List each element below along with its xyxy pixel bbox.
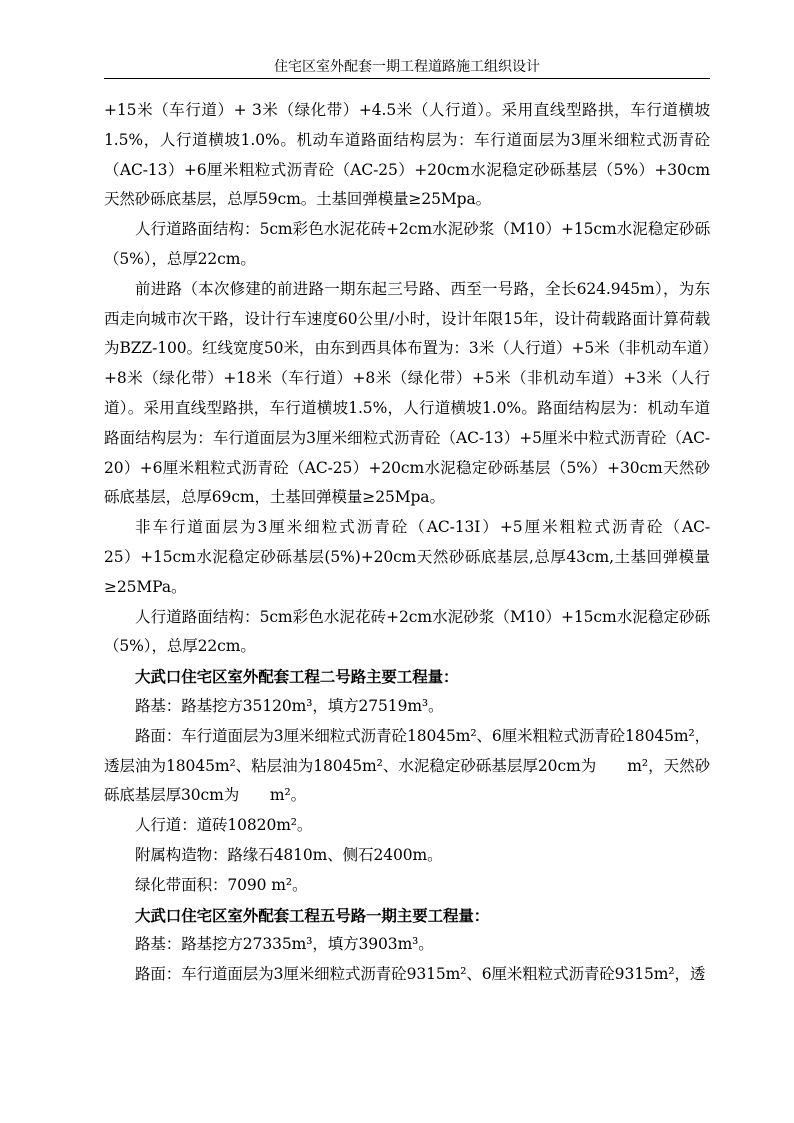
section-heading-road-5: 大武口住宅区室外配套工程五号路一期主要工程量： <box>135 905 490 925</box>
paragraph-sidewalk-structure: 人行道路面结构：5cm彩色水泥花砖+2cm水泥砂浆（M10）+15cm水泥稳定砂砾（5%），总厚22cm。 <box>104 220 710 268</box>
paragraph-non-motor-lane: 非车行道面层为3厘米细粒式沥青砼（AC-13I）+5厘米粗粒式沥青砼（AC-25）+15cm水泥稳定砂砾基层(5%)+20cm天然砂砾底基层,总厚43cm,土基回弹模量≥25MPa。 <box>104 518 710 596</box>
document-body <box>104 96 710 990</box>
section-heading-road-2: 大武口住宅区室外配套工程二号路主要工程量： <box>135 667 459 687</box>
item-pavement-road-5: 路面：车行道面层为3厘米细粒式沥青砼9315m²、6厘米粗粒式沥青砼9315m²，透 <box>135 965 706 984</box>
item-subgrade: 路基：路基挖方35120m³，填方27519m³。 <box>135 696 444 715</box>
item-sidewalk: 人行道：道砖10820m²。 <box>135 816 313 835</box>
item-ancillary: 附属构造物：路缘石4810m、侧石2400m。 <box>135 845 443 864</box>
paragraph-qianjin-road: 前进路（本次修建的前进路一期东起三号路、西至一号路，全长624.945m），为东西走向城市次干路，设计行车速度60公里/小时，设计年限15年，设计荷载路面计算荷载为BZZ-100。红线宽度50米，由东到西具体布置为：3米（人行道）+5米（非机动车道）+8米（绿化带）+18米（车行道）+8米（绿化带）+5米（非机动车道）+3米（人行道）。采用直线型路拱，车行道横坡1.5%，人行道横坡1.0%。路面结构层为：机动车道路面结构层为：车行道面层为3厘米细粒式沥青砼（AC-13）+5厘米中粒式沥青砼（AC-20）+6厘米粗粒式沥青砼（AC-25）+20cm水泥稳定砂砾基层（5%）+30cm天然砂砾底基层，总厚69cm，土基回弹模量≥25Mpa。 <box>104 279 710 507</box>
page-header: 住宅区室外配套一期工程道路施工组织设计 <box>104 56 710 79</box>
item-pavement: 路面：车行道面层为3厘米细粒式沥青砼18045m²、6厘米粗粒式沥青砼18045m²，透层油为18045m²、粘层油为18045m²、水泥稳定砂砾基层厚20cm为 m²，天然砂砾底基层厚30cm为 m²。 <box>104 726 710 805</box>
paragraph-sidewalk-structure-2: 人行道路面结构：5cm彩色水泥花砖+2cm水泥砂浆（M10）+15cm水泥稳定砂砾（5%），总厚22cm。 <box>104 607 710 656</box>
item-green-belt: 绿化带面积：7090 m²。 <box>135 875 308 894</box>
item-subgrade-road-5: 路基：路基挖方27335m³，填方3903m³。 <box>135 935 434 954</box>
paragraph-road-structure: +15米（车行道）+ 3米（绿化带）+4.5米（人行道）。采用直线型路拱，车行道横坡1.5%，人行道横坡1.0%。机动车道路面结构层为：车行道面层为3厘米细粒式沥青砼（AC-13）+6厘米粗粒式沥青砼（AC-25）+20cm水泥稳定砂砾基层（5%）+30cm天然砂砾底基层，总厚59cm。土基回弹模量≥25Mpa。 <box>104 101 710 209</box>
